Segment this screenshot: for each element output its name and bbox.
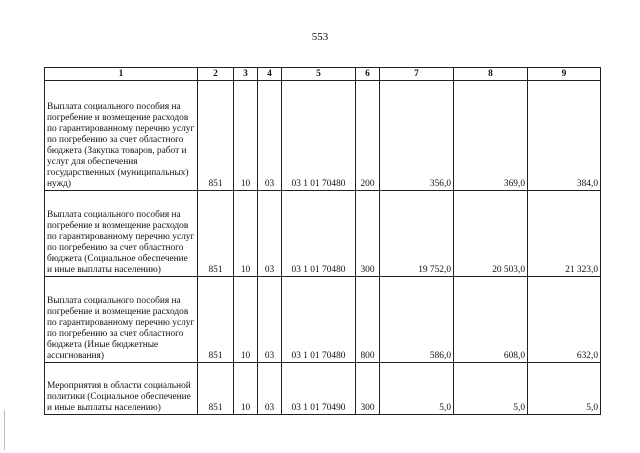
amount-col9: 5,0 bbox=[528, 363, 601, 415]
amount-col8: 20 503,0 bbox=[454, 191, 528, 277]
subsection-code: 03 bbox=[258, 191, 282, 277]
ministry-code: 851 bbox=[198, 277, 234, 363]
subsection-code: 03 bbox=[258, 81, 282, 191]
row-name: Выплата социального пособия на погребение и возмещение расходов по гарантированному перечню услуг по погребению за счет областного бюджета (Закупка товаров, работ и услуг для обеспечения государственных (муниципальных) нужд) bbox=[45, 81, 198, 191]
expense-type-code: 200 bbox=[356, 81, 380, 191]
subsection-code: 03 bbox=[258, 363, 282, 415]
target-article-code: 03 1 01 70480 bbox=[282, 191, 356, 277]
column-header: 9 bbox=[528, 68, 601, 81]
table-row bbox=[45, 191, 601, 277]
subsection-code: 03 bbox=[258, 277, 282, 363]
column-header: 4 bbox=[258, 68, 282, 81]
section-code: 10 bbox=[234, 277, 258, 363]
column-header: 1 bbox=[45, 68, 198, 81]
section-code: 10 bbox=[234, 363, 258, 415]
amount-col7: 19 752,0 bbox=[380, 191, 454, 277]
ministry-code: 851 bbox=[198, 363, 234, 415]
amount-col7: 586,0 bbox=[380, 277, 454, 363]
budget-table bbox=[44, 67, 601, 415]
target-article-code: 03 1 01 70480 bbox=[282, 277, 356, 363]
expense-type-code: 800 bbox=[356, 277, 380, 363]
column-header: 5 bbox=[282, 68, 356, 81]
column-header: 7 bbox=[380, 68, 454, 81]
amount-col8: 369,0 bbox=[454, 81, 528, 191]
row-name: Мероприятия в области социальной политики (Социальное обеспечение и иные выплаты населению) bbox=[45, 363, 198, 415]
column-header: 8 bbox=[454, 68, 528, 81]
amount-col7: 356,0 bbox=[380, 81, 454, 191]
amount-col8: 608,0 bbox=[454, 277, 528, 363]
table-row bbox=[45, 277, 601, 363]
column-header: 2 bbox=[198, 68, 234, 81]
expense-type-code: 300 bbox=[356, 191, 380, 277]
table-row bbox=[45, 81, 601, 191]
table-row bbox=[45, 363, 601, 415]
expense-type-code: 300 bbox=[356, 363, 380, 415]
page-number: 553 bbox=[311, 31, 329, 43]
ministry-code: 851 bbox=[198, 81, 234, 191]
ministry-code: 851 bbox=[198, 191, 234, 277]
section-code: 10 bbox=[234, 81, 258, 191]
row-name: Выплата социального пособия на погребение и возмещение расходов по гарантированному перечню услуг по погребению за счет областного бюджета (Социальное обеспечение и иные выплаты населению) bbox=[45, 191, 198, 277]
table-header-row bbox=[45, 68, 601, 81]
amount-col7: 5,0 bbox=[380, 363, 454, 415]
target-article-code: 03 1 01 70480 bbox=[282, 81, 356, 191]
amount-col8: 5,0 bbox=[454, 363, 528, 415]
column-header: 3 bbox=[234, 68, 258, 81]
row-name: Выплата социального пособия на погребение и возмещение расходов по гарантированному перечню услуг по погребению за счет областного бюджета (Иные бюджетные ассигнования) bbox=[45, 277, 198, 363]
amount-col9: 384,0 bbox=[528, 81, 601, 191]
section-code: 10 bbox=[234, 191, 258, 277]
scan-margin-line bbox=[4, 410, 5, 450]
amount-col9: 21 323,0 bbox=[528, 191, 601, 277]
amount-col9: 632,0 bbox=[528, 277, 601, 363]
target-article-code: 03 1 01 70490 bbox=[282, 363, 356, 415]
column-header: 6 bbox=[356, 68, 380, 81]
